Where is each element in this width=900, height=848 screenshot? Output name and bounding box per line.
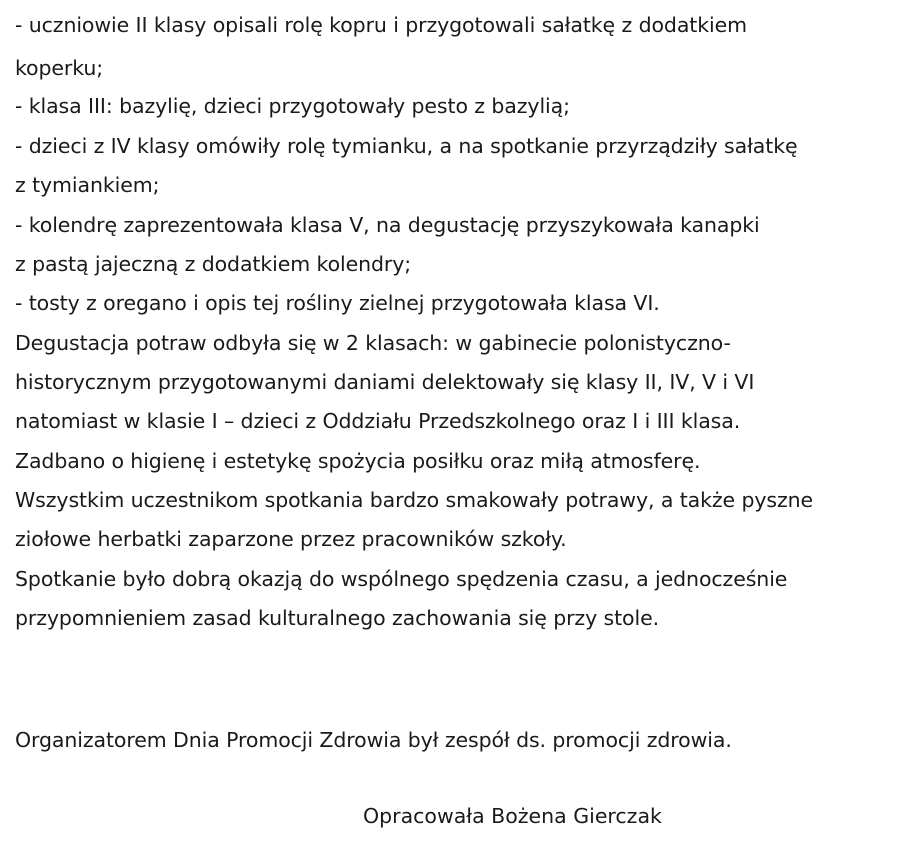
text-line: - dzieci z IV klasy omówiły rolę tymianku, a na spotkanie przyrządziły sałatkę [15,134,798,158]
document-page [15,0,895,848]
organizer-line: Organizatorem Dnia Promocji Zdrowia był zespół ds. promocji zdrowia. [15,728,732,752]
text-line: - tosty z oregano i opis tej rośliny zielnej przygotowała klasa VI. [15,291,660,315]
text-line: koperku; [15,56,104,80]
text-line: Spotkanie było dobrą okazją do wspólnego spędzenia czasu, a jednocześnie [15,567,788,591]
text-line: - klasa III: bazylię, dzieci przygotowały pesto z bazylią; [15,94,570,118]
text-line: Degustacja potraw odbyła się w 2 klasach: w gabinecie polonistyczno- [15,331,731,355]
text-line: - uczniowie II klasy opisali rolę kopru i przygotowali sałatkę z dodatkiem [15,13,747,37]
signature: Opracowała Bożena Gierczak [363,804,662,828]
text-line: historycznym przygotowanymi daniami delektowały się klasy II, IV, V i VI [15,370,755,394]
text-line: - kolendrę zaprezentowała klasa V, na degustację przyszykowała kanapki [15,213,760,237]
text-line: z pastą jajeczną z dodatkiem kolendry; [15,252,412,276]
text-line: Wszystkim uczestnikom spotkania bardzo smakowały potrawy, a także pyszne [15,488,814,512]
text-line: natomiast w klasie I – dzieci z Oddziału Przedszkolnego oraz I i III klasa. [15,409,741,433]
text-line: Zadbano o higienę i estetykę spożycia posiłku oraz miłą atmosferę. [15,449,701,473]
text-line: ziołowe herbatki zaparzone przez pracowników szkoły. [15,527,567,551]
text-line: przypomnieniem zasad kulturalnego zachowania się przy stole. [15,606,660,630]
text-line: z tymiankiem; [15,173,160,197]
